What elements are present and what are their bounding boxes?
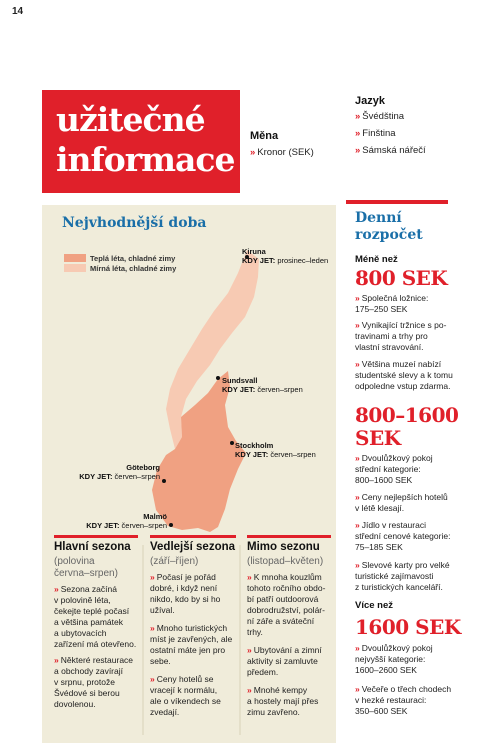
- season-sub-high: června–srpen): [54, 568, 118, 579]
- budget-title-line: rozpočet: [355, 227, 423, 243]
- budget-item: » Ceny nejlepších hotelů v létě klesají.: [355, 492, 448, 513]
- budget-item: » Slevové karty pro velké turistické zajímavosti z turistických kanceláří.: [355, 560, 450, 592]
- city-dot-goteborg: [162, 479, 166, 483]
- line: dovolenou.: [54, 699, 96, 709]
- line: střední cenové kategorie:: [355, 531, 451, 541]
- budget-tier-price: 800–1600: [355, 403, 459, 427]
- city-name: Göteborg: [126, 463, 160, 472]
- line: zařízení má otevřeno.: [54, 639, 137, 649]
- language-item: » Finština: [355, 128, 396, 139]
- line: v srpnu, protože: [54, 677, 115, 687]
- language-item-text: Sámská nářečí: [362, 145, 426, 156]
- city-label-malmo: [77, 512, 167, 530]
- budget-item: » Vynikající tržnice s po- travinami a trhy pro vlastní stravování.: [355, 320, 447, 352]
- season-item: » Ubytování a zimní aktivity si zamluvte předem.: [247, 645, 322, 677]
- line: a obchody zavírají: [54, 666, 123, 676]
- currency-item-text: Kronor (SEK): [257, 147, 314, 158]
- title-line-1: užitečné: [56, 100, 205, 139]
- season-item: » Mnohé kempy a hostely mají přes zimu zavřeno.: [247, 685, 319, 717]
- season-item: » Ceny hotelů se vracejí k normálu, ale o víkendech se zvedají.: [150, 674, 221, 717]
- season-sub-high: (polovina: [54, 556, 95, 567]
- line: 1600–2600 SEK: [355, 665, 417, 675]
- city-dot-sundsvall: [216, 376, 220, 380]
- city-name: Stockholm: [235, 441, 274, 450]
- line: tohoto ročního obdo-: [247, 583, 326, 593]
- line: 350–600 SEK: [355, 706, 408, 716]
- when-label: KDY JET:: [79, 472, 113, 481]
- line: z turistických kanceláří.: [355, 582, 443, 592]
- line: travinami a trhy pro: [355, 331, 428, 341]
- line: Ceny hotelů se: [156, 674, 214, 684]
- budget-item: » Večeře o třech chodech v hezké restauraci: 350–600 SEK: [355, 684, 452, 716]
- line: míst je zavřených, ale: [150, 634, 233, 644]
- line: ostatní máte jen pro: [150, 645, 226, 655]
- season-bar: [54, 535, 138, 538]
- line: ní záře a sváteční: [247, 616, 315, 626]
- line: Vynikající tržnice s po-: [361, 320, 447, 330]
- budget-item: » Společná ložnice: 175–250 SEK: [355, 293, 429, 314]
- season-heading-shoulder: Vedlejší sezona: [150, 541, 236, 553]
- line: v létě klesají.: [355, 503, 405, 513]
- when-value: prosinec–leden: [277, 256, 329, 265]
- title-line-2: informace: [56, 140, 235, 179]
- season-heading-low: Mimo sezonu: [247, 541, 320, 553]
- line: Ubytování a zimní: [253, 645, 322, 655]
- season-item: » K mnoha kouzlům tohoto ročního obdo- bí patří outdoorová dobrodružství, polár- ní záře a sváteční trhy.: [247, 572, 326, 637]
- language-item: » Švédština: [355, 111, 405, 122]
- line: dobré, i když není: [150, 583, 218, 593]
- line: Většina muzeí nabízí: [361, 359, 442, 369]
- season-sub-low: (listopad–květen): [247, 556, 324, 567]
- line: předem.: [247, 667, 279, 677]
- line: čekejte teplé počasí: [54, 606, 130, 616]
- budget-tier-price: 1600 SEK: [355, 615, 461, 639]
- line: dobrodružství, polár-: [247, 605, 325, 615]
- line: ale o víkendech se: [150, 696, 221, 706]
- line: zvedají.: [150, 707, 180, 717]
- legend-label-mild: Mírná léta, chladné zimy: [90, 264, 177, 273]
- city-label-sundsvall: [222, 376, 303, 394]
- city-label-stockholm: [235, 441, 316, 459]
- budget-title-line: Denní: [355, 210, 402, 226]
- when-label: KDY JET:: [242, 256, 276, 265]
- map-region-warm: [152, 371, 246, 532]
- legend-swatch-warm: [64, 254, 86, 262]
- language-heading: Jazyk: [355, 95, 385, 107]
- when-value: červen–srpen: [257, 385, 303, 394]
- budget-item: » Většina muzeí nabízí studentské slevy a k tomu odpoledne vstup zdarma.: [355, 359, 453, 391]
- season-bar: [247, 535, 331, 538]
- line: sebe.: [150, 656, 171, 666]
- line: Slevové karty pro velké: [361, 560, 450, 570]
- city-name: Sundsvall: [222, 376, 258, 385]
- language-item-text: Švédština: [362, 111, 405, 122]
- when-value: červen–srpen: [114, 472, 160, 481]
- budget-tier-label: Více než: [355, 600, 394, 611]
- city-name: Malmö: [143, 512, 167, 521]
- line: K mnoha kouzlům: [253, 572, 322, 582]
- line: vlastní stravování.: [355, 342, 424, 352]
- line: 75–185 SEK: [355, 542, 403, 552]
- page-number: 14: [12, 6, 24, 17]
- currency-item: » Kronor (SEK): [250, 147, 314, 158]
- budget-item: » Dvoulůžkový pokoj střední kategorie: 800–1600 SEK: [355, 453, 433, 485]
- line: trhy.: [247, 627, 263, 637]
- season-item: » Počasí je pořád dobré, i když není nikdo, kdo by si ho užíval.: [150, 572, 221, 615]
- line: Mnoho turistických: [156, 623, 228, 633]
- title-block: [42, 90, 240, 193]
- when-value: červen–srpen: [121, 521, 167, 530]
- line: a ubytovacích: [54, 628, 107, 638]
- season-bar: [150, 535, 236, 538]
- budget-title: [355, 210, 423, 244]
- best-time-panel: [42, 205, 336, 743]
- line: odpoledne vstup zdarma.: [355, 381, 451, 391]
- season-item: » Některé restaurace a obchody zavírají v srpnu, protože Švédové si berou dovolenou.: [54, 655, 134, 709]
- line: v polovině léta,: [54, 595, 111, 605]
- budget-item: » Jídlo v restauraci střední cenové kategorie: 75–185 SEK: [355, 520, 451, 552]
- line: nejvyšší kategorie:: [355, 654, 426, 664]
- when-label: KDY JET:: [235, 450, 269, 459]
- city-dot-stockholm: [230, 441, 234, 445]
- best-time-title: Nejvhodnější doba: [62, 215, 207, 231]
- line: 800–1600 SEK: [355, 475, 413, 485]
- line: zimu zavřeno.: [247, 707, 300, 717]
- line: a většina památek: [54, 617, 123, 627]
- season-heading-high: Hlavní sezona: [54, 541, 131, 553]
- line: v hezké restauraci:: [355, 695, 427, 705]
- line: Sezona začíná: [60, 584, 117, 594]
- line: Mnohé kempy: [253, 685, 308, 695]
- currency-heading: Měna: [250, 130, 279, 142]
- city-label-goteborg: [70, 463, 160, 481]
- line: vracejí k normálu,: [150, 685, 218, 695]
- line: Dvoulůžkový pokoj: [361, 643, 433, 653]
- line: střední kategorie:: [355, 464, 421, 474]
- line: 175–250 SEK: [355, 304, 408, 314]
- when-label: KDY JET:: [222, 385, 256, 394]
- line: Některé restaurace: [60, 655, 134, 665]
- legend-swatch-mild: [64, 264, 86, 272]
- when-value: červen–srpen: [270, 450, 316, 459]
- budget-bar: [346, 200, 448, 204]
- when-label: KDY JET:: [86, 521, 120, 530]
- line: Ceny nejlepších hotelů: [361, 492, 448, 502]
- line: nikdo, kdo by si ho: [150, 594, 221, 604]
- line: aktivity si zamluvte: [247, 656, 318, 666]
- language-item-text: Finština: [362, 128, 396, 139]
- line: Počasí je pořád: [156, 572, 216, 582]
- line: Švédové si berou: [54, 688, 120, 698]
- language-item: » Sámská nářečí: [355, 145, 426, 156]
- line: turistické zajímavosti: [355, 571, 434, 581]
- city-name: Kiruna: [242, 247, 266, 256]
- city-dot-malmo: [169, 523, 173, 527]
- budget-tier-label: Méně než: [355, 254, 398, 265]
- line: Jídlo v restauraci: [361, 520, 426, 530]
- season-item: » Sezona začíná v polovině léta, čekejte teplé počasí a většina památek a ubytovacích zařízení má otevřeno.: [54, 584, 137, 649]
- line: užíval.: [150, 605, 175, 615]
- line: a hostely mají přes: [247, 696, 319, 706]
- budget-tier-price: 800 SEK: [355, 266, 448, 290]
- legend-label-warm: Teplá léta, chladné zimy: [90, 254, 176, 263]
- line: studentské slevy a k tomu: [355, 370, 453, 380]
- city-label-kiruna: [242, 247, 328, 265]
- season-item: » Mnoho turistických míst je zavřených, ale ostatní máte jen pro sebe.: [150, 623, 233, 666]
- line: bí patří outdoorová: [247, 594, 319, 604]
- budget-tier-price: SEK: [355, 426, 401, 450]
- line: Večeře o třech chodech: [361, 684, 452, 694]
- season-sub-shoulder: (září–říjen): [150, 556, 199, 567]
- line: Dvoulůžkový pokoj: [361, 453, 433, 463]
- budget-item: » Dvoulůžkový pokoj nejvyšší kategorie: 1600–2600 SEK: [355, 643, 433, 675]
- line: Společná ložnice:: [361, 293, 429, 303]
